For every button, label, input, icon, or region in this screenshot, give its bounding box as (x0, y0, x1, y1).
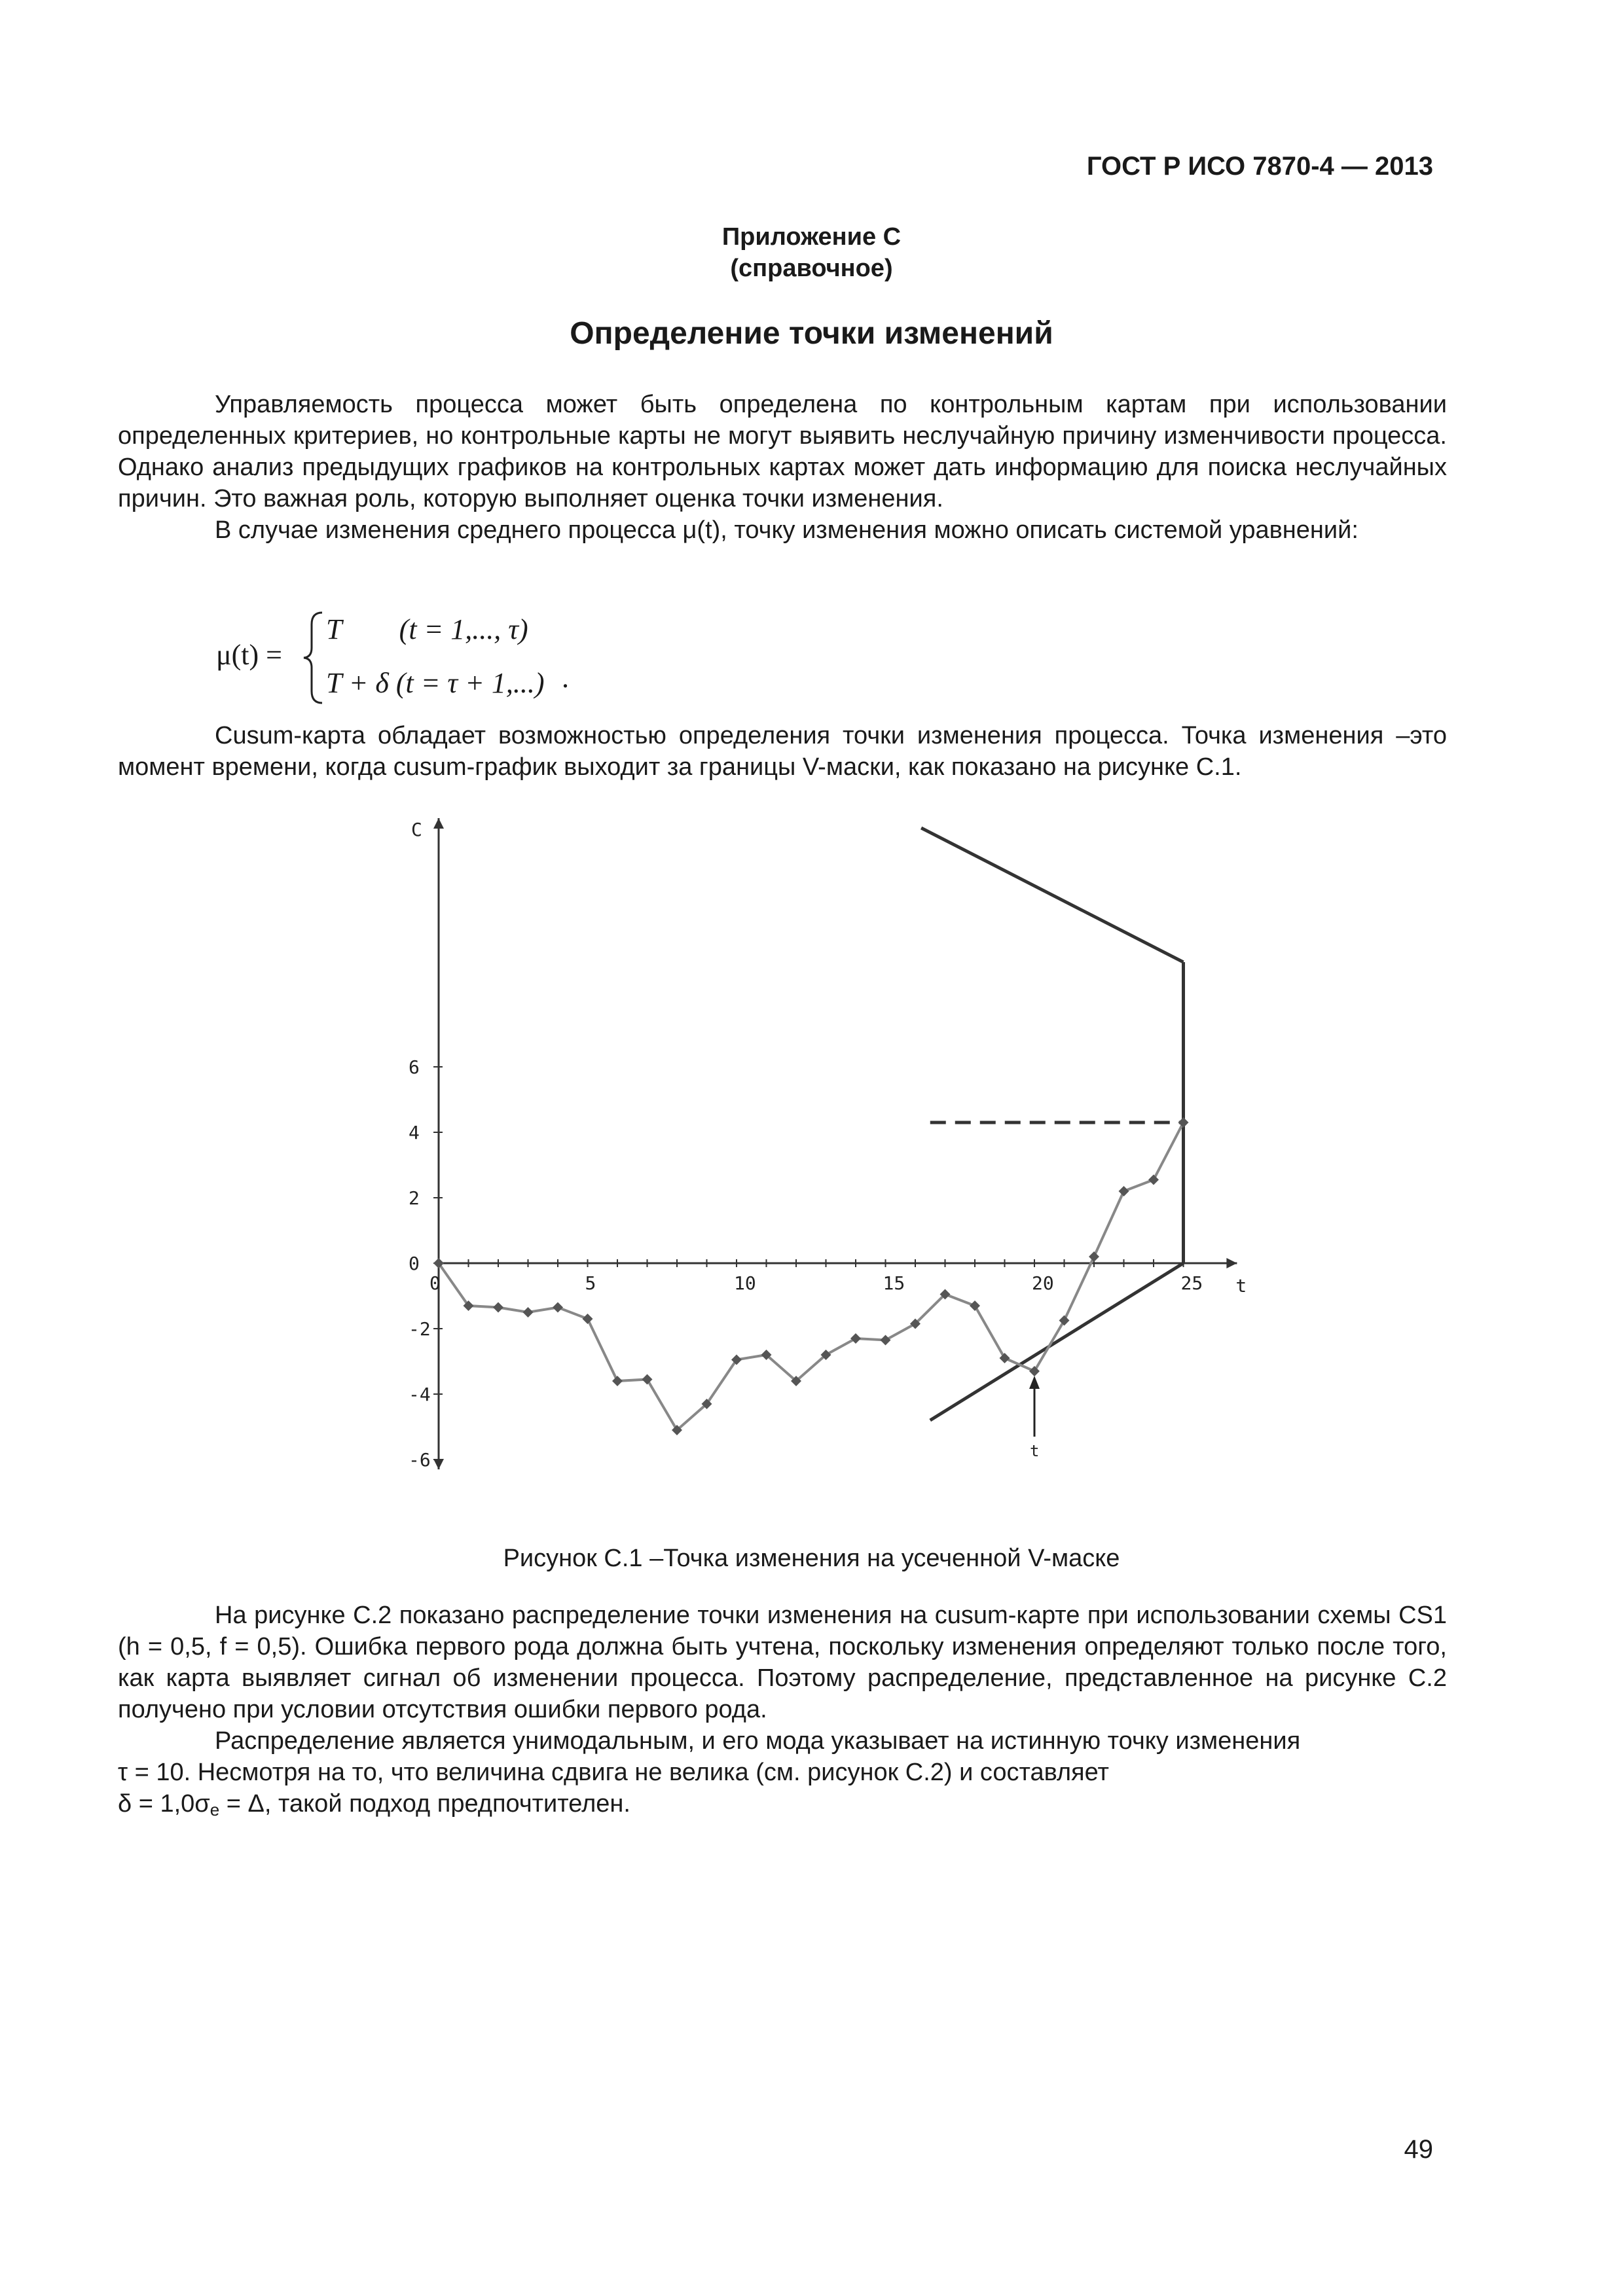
x-tick-label: 15 (883, 1272, 905, 1294)
cusum-point (493, 1302, 503, 1313)
y-tick-label: -6 (409, 1449, 431, 1471)
page-number: 49 (1404, 2135, 1433, 2164)
formula-lhs: μ(t) = (216, 639, 282, 671)
y-axis-label: C (411, 819, 422, 840)
cusum-point (583, 1314, 593, 1324)
x-tick-label: 20 (1032, 1272, 1054, 1294)
y-axis-down-arrow-icon (433, 1459, 444, 1469)
sigma-subscript: e (210, 1800, 220, 1820)
cusum-point (1148, 1175, 1159, 1185)
cusum-line (439, 1122, 1184, 1430)
paragraph-5-line-2: τ = 10. Несмотря на то, что величина сдвига не велика (см. рисунок С.2) и составляет (118, 1759, 1109, 1786)
cusum-point (881, 1335, 891, 1346)
cusum-point (553, 1302, 563, 1313)
change-point-arrow-head-icon (1029, 1376, 1040, 1389)
cusum-point (970, 1300, 980, 1311)
paragraph-1: Управляемость процесса может быть определена по контрольным картам при использовании определенных критериев, но контрольные карты не могут выявить неслучайную причину изменчивости процесса. Однако анализ предыдущих графиков на контрольных картах может дать информацию для поиска неслучайных причин. Это важная роль, которую выполняет оценка точки изменения. (118, 391, 1447, 512)
cusum-text (118, 720, 1447, 783)
distribution-text (118, 1600, 1447, 1825)
change-point-label: t (1030, 1442, 1040, 1460)
cusum-point (612, 1376, 623, 1386)
paragraph-4: На рисунке С.2 показано распределение точки изменения на cusum-карте при использовании схемы CS1 (h = 0,5, f = 0,5). Ошибка первого рода должна быть учтена, поскольку изменения определяют только после того, как карта выявляет сигнал об изменении процесса. Поэтому распределение, представленное на рисунке С.2 получено при условии отсутствия ошибки первого рода. (118, 1602, 1447, 1723)
x-tick-label: 25 (1180, 1272, 1203, 1294)
x-tick-label: 5 (585, 1272, 596, 1294)
formula-case-2: T + δ (t = τ + 1,...) (326, 667, 545, 699)
cusum-point (1119, 1186, 1129, 1196)
formula-period: . (562, 662, 569, 694)
cusum-point (1000, 1353, 1010, 1363)
cusum-point (850, 1333, 861, 1344)
x-axis-label: t (1235, 1275, 1247, 1297)
paragraph-3: Cusum-карта обладает возможностью определения точки изменения процесса. Точка изменения –это момент времени, когда cusum-график выходит за границы V-маски, как показано на рисунке С.1. (118, 722, 1447, 781)
y-tick-label: 6 (409, 1056, 420, 1078)
y-axis-arrow-icon (433, 818, 444, 829)
paragraph-2: В случае изменения среднего процесса μ(t), точку изменения можно описать системой уравнений: (215, 516, 1359, 544)
paragraph-5-line-1: Распределение является унимодальным, и его мода указывает на истинную точку изменения (215, 1727, 1301, 1755)
y-tick-label: -2 (409, 1318, 431, 1340)
brace-icon (300, 609, 326, 707)
v-mask-lower-arm (930, 1263, 1184, 1420)
section-title: Определение точки изменений (570, 316, 1053, 351)
cusum-point (1178, 1117, 1189, 1128)
appendix-heading (0, 221, 1623, 284)
delta-formula: δ = 1,0σ (118, 1790, 210, 1818)
appendix-label: Приложение С (721, 223, 902, 251)
v-mask-chart (393, 805, 1247, 1512)
x-tick-label: 10 (734, 1272, 756, 1294)
figure-caption: Рисунок С.1 –Точка изменения на усеченной V-маске (503, 1545, 1120, 1572)
paragraph-5-line-3 (118, 1788, 1447, 1825)
x-tick-label: 0 (429, 1272, 441, 1294)
y-tick-label: 4 (409, 1122, 420, 1143)
y-tick-label: -4 (409, 1384, 431, 1405)
y-tick-label: 2 (409, 1187, 420, 1209)
cusum-point (1089, 1251, 1099, 1262)
piecewise-formula (216, 609, 583, 713)
appendix-status: (справочное) (730, 255, 893, 282)
intro-text (118, 389, 1447, 546)
formula-case-1: T (t = 1,..., τ) (326, 613, 528, 645)
v-mask-upper-arm (921, 828, 1183, 962)
cusum-point (523, 1307, 534, 1318)
delta-formula-rest: = Δ, такой подход предпочтителен. (219, 1790, 630, 1818)
y-tick-label: 0 (409, 1253, 420, 1274)
x-axis-arrow-icon (1226, 1258, 1237, 1268)
document-header: ГОСТ Р ИСО 7870-4 — 2013 (1086, 152, 1433, 181)
